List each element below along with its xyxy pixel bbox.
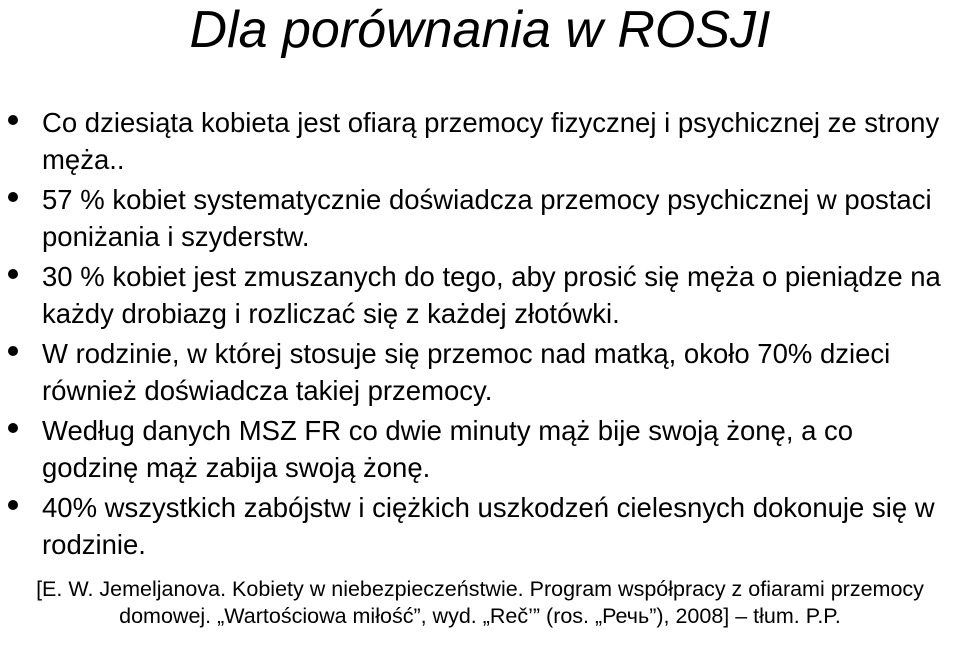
bullet-item (0, 258, 960, 332)
bullet-text: 57 % kobiet systematycznie doświadcza przemocy psychicznej w postaci poniżania i szyderstw. (42, 184, 932, 252)
slide-title-text: Dla porównania w ROSJI (189, 1, 771, 59)
bullet-text: W rodzinie, w której stosuje się przemoc nad matką, około 70% dzieci również doświadcza takiej przemocy. (42, 338, 891, 406)
bullet-text: Według danych MSZ FR co dwie minuty mąż bije swoją żonę, a co godzinę mąż zabija swoją żonę. (42, 415, 854, 483)
bullet-item (0, 412, 960, 486)
bullet-item (0, 104, 960, 178)
bullet-item (0, 489, 960, 563)
bullet-text: Co dziesiąta kobieta jest ofiarą przemocy fizycznej i psychicznej ze strony męża.. (42, 107, 940, 175)
bullet-text: 40% wszystkich zabójstw i ciężkich uszkodzeń cielesnych dokonuje się w rodzinie. (42, 492, 935, 560)
bullet-dot-icon (8, 115, 18, 125)
bullet-dot-icon (8, 269, 18, 279)
slide-title (0, 0, 960, 60)
bullet-dot-icon (8, 423, 18, 433)
bullet-dot-icon (8, 346, 18, 356)
bullet-dot-icon (8, 500, 18, 510)
bullet-list (0, 104, 960, 566)
bullet-dot-icon (8, 192, 18, 202)
bullet-item (0, 335, 960, 409)
bullet-item (0, 181, 960, 255)
citation: [E. W. Jemeljanova. Kobiety w niebezpieczeństwie. Program współpracy z ofiarami przemocy domowej. „Wartościowa miłość”, wyd. „Reč’” (ros. „Речь”), 2008] – tłum. P.P. (36, 577, 924, 628)
bullet-text: 30 % kobiet jest zmuszanych do tego, aby prosić się męża o pieniądze na każdy drobiazg i rozliczać się z każdej złotówki. (42, 261, 941, 329)
